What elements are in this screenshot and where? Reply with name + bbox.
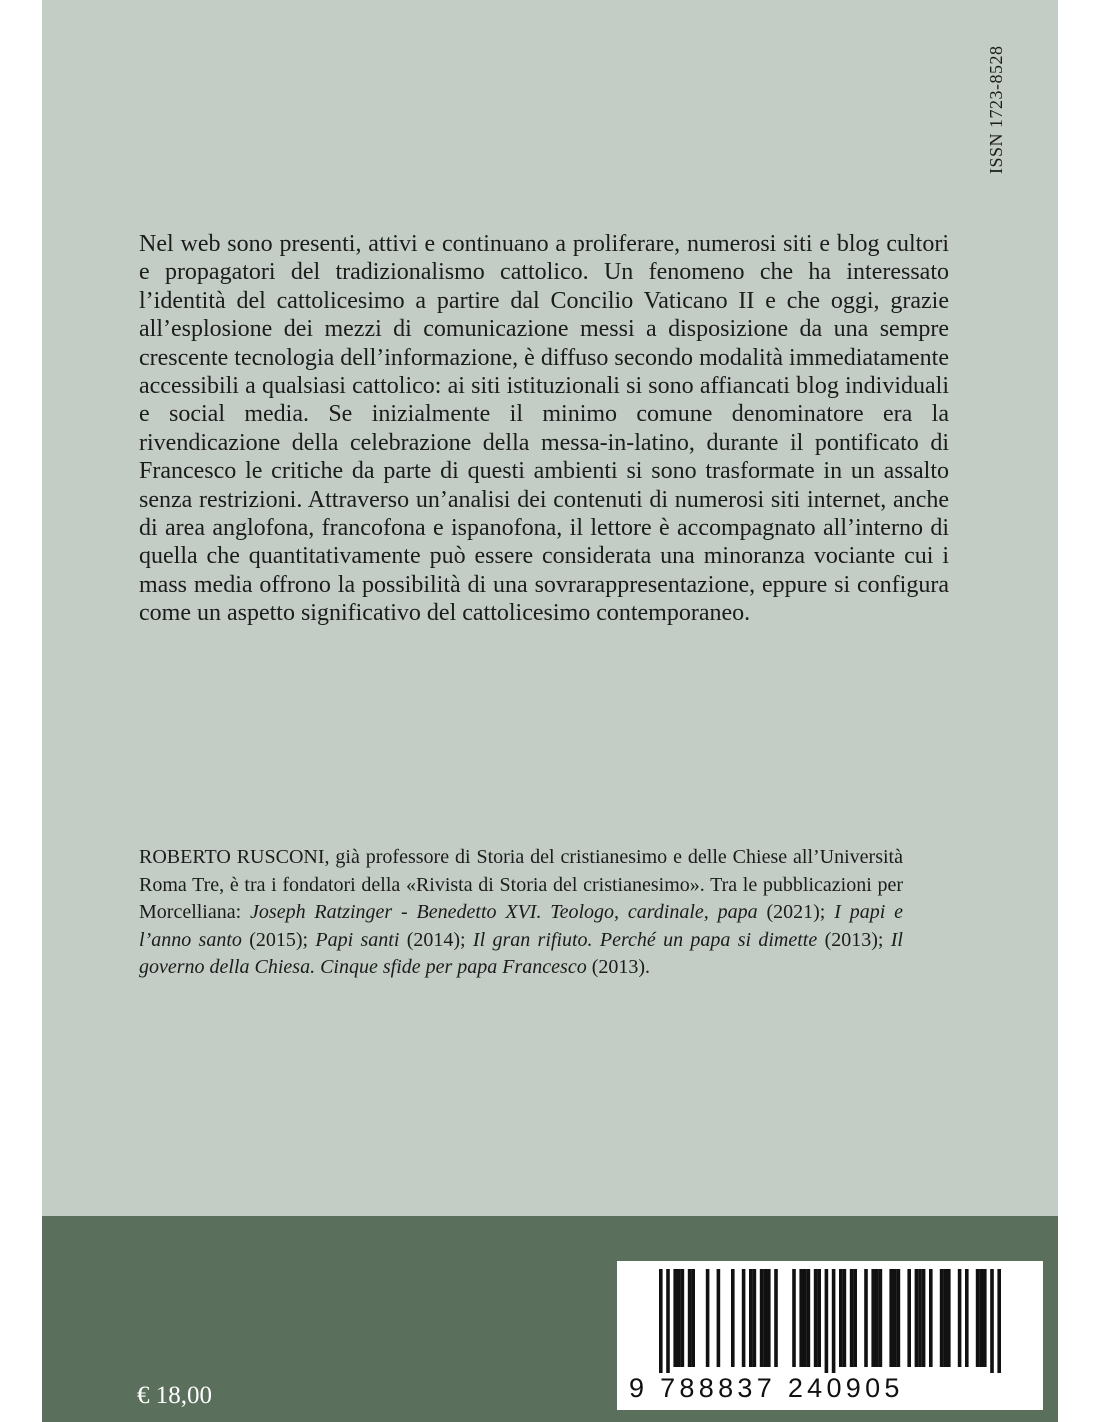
barcode-bar <box>767 1269 771 1367</box>
barcode-bar <box>799 1269 803 1367</box>
barcode-bar <box>875 1269 879 1367</box>
barcode-bar <box>915 1269 919 1367</box>
back-cover <box>42 0 1058 1422</box>
barcode-bar <box>929 1269 933 1367</box>
work-year: (2013). <box>586 956 651 979</box>
author-bio <box>139 844 903 982</box>
barcode-bar <box>807 1269 811 1367</box>
work-title: Papi santi <box>315 928 400 951</box>
barcode <box>617 1261 1043 1410</box>
barcode-bar <box>774 1269 778 1367</box>
barcode-bar <box>990 1269 994 1373</box>
barcode-bar <box>760 1269 764 1367</box>
blurb-text: Nel web sono presenti, attivi e continuano a proliferare, numerosi siti e blog cultori e propagatori del tradizionalismo cattolico. Un fenomeno che ha interessato l’identità del cattolicesimo a partire dal Concilio Vaticano II e che oggi, grazie all’esplosione dei mezzi di comunicazione messi a disposizione da una sempre crescente tecnologia dell’informazione, è diffuso secondo modalità immediatamente accessibili a qualsiasi cattolico: ai siti istituzionali si sono affiancati blog individuali e social media. Se inizialmente il minimo comune denominatore era la rivendicazione della celebrazione della messa-in-latino, durante il pontificato di Francesco le critiche da parte di questi ambienti si sono trasformate in un assalto senza restrizioni. Attraverso un’analisi dei contenuti di numerosi siti internet, anche di area anglofona, francofona e ispanofona, il lettore è accompagnato all’interno di quella che quantitativamente può essere considerata una minoranza vociante cui i mass media offrono la possibilità di una sovrarappresentazione, eppure si configura come un aspetto significativo del cattolicesimo contemporaneo. <box>139 231 949 627</box>
barcode-bar <box>907 1269 911 1367</box>
barcode-bar <box>659 1269 663 1373</box>
barcode-bar <box>825 1269 829 1373</box>
barcode-bar <box>889 1269 893 1367</box>
barcode-bar <box>850 1269 854 1367</box>
barcode-bar <box>940 1269 944 1367</box>
barcode-bar <box>997 1269 1001 1373</box>
barcode-bars <box>633 1269 1027 1373</box>
barcode-bar <box>897 1269 901 1367</box>
barcode-bar <box>803 1269 807 1367</box>
barcode-bar <box>965 1269 969 1367</box>
barcode-bar <box>763 1269 767 1367</box>
barcode-bar <box>666 1269 670 1373</box>
barcode-bar <box>792 1269 796 1367</box>
work-year: (2013); <box>817 928 891 951</box>
barcode-bar <box>731 1269 735 1367</box>
barcode-bar <box>958 1269 962 1367</box>
barcode-bar <box>673 1269 677 1367</box>
barcode-bar <box>817 1269 821 1367</box>
work-year: (2015); <box>241 928 316 951</box>
barcode-bar <box>681 1269 685 1367</box>
barcode-bar <box>983 1269 987 1367</box>
work-year: (2021); <box>757 901 835 924</box>
issn-label: ISSN 1723-8528 <box>986 45 1006 174</box>
barcode-bar <box>706 1269 710 1367</box>
work-title: Joseph Ratzinger - Benedetto XVI. Teologo, cardinale, papa <box>250 901 758 924</box>
barcode-bar <box>864 1269 868 1367</box>
price-label: € 18,00 <box>137 1382 212 1409</box>
barcode-bar <box>839 1269 843 1367</box>
barcode-bar <box>742 1269 746 1367</box>
barcode-bar <box>871 1269 875 1367</box>
work-title: I papi e l’anno santo <box>139 901 903 951</box>
barcode-bar <box>947 1269 951 1367</box>
barcode-bar <box>976 1269 980 1367</box>
bio-intro: ROBERTO RUSCONI, già professore di Storia del cristianesimo e delle Chiese all’Università Roma Tre, è tra i fondatori della «Rivista di Storia del cristianesimo». Tra le pubblicazioni per Morcelliana: <box>139 846 903 924</box>
barcode-bar <box>677 1269 681 1367</box>
barcode-bar <box>717 1269 721 1367</box>
barcode-bar <box>853 1269 857 1367</box>
work-title: Il gran rifiuto. Perché un papa si dimette <box>472 928 818 951</box>
barcode-bar <box>979 1269 983 1367</box>
barcode-bar <box>753 1269 757 1367</box>
barcode-bar <box>832 1269 836 1373</box>
barcode-bar <box>922 1269 926 1367</box>
work-title: Il governo della Chiesa. Cinque sfide per papa Francesco <box>139 928 903 979</box>
barcode-bar <box>691 1269 695 1367</box>
barcode-digits: 9 788837 240905 <box>629 1373 904 1403</box>
barcode-bar <box>749 1269 753 1367</box>
barcode-bar <box>688 1269 692 1367</box>
barcode-bar <box>879 1269 883 1367</box>
work-year: (2014); <box>399 928 473 951</box>
barcode-bar <box>918 1269 922 1367</box>
barcode-bar <box>814 1269 818 1367</box>
barcode-bar <box>843 1269 847 1367</box>
barcode-bar <box>943 1269 947 1367</box>
barcode-bar <box>893 1269 897 1367</box>
